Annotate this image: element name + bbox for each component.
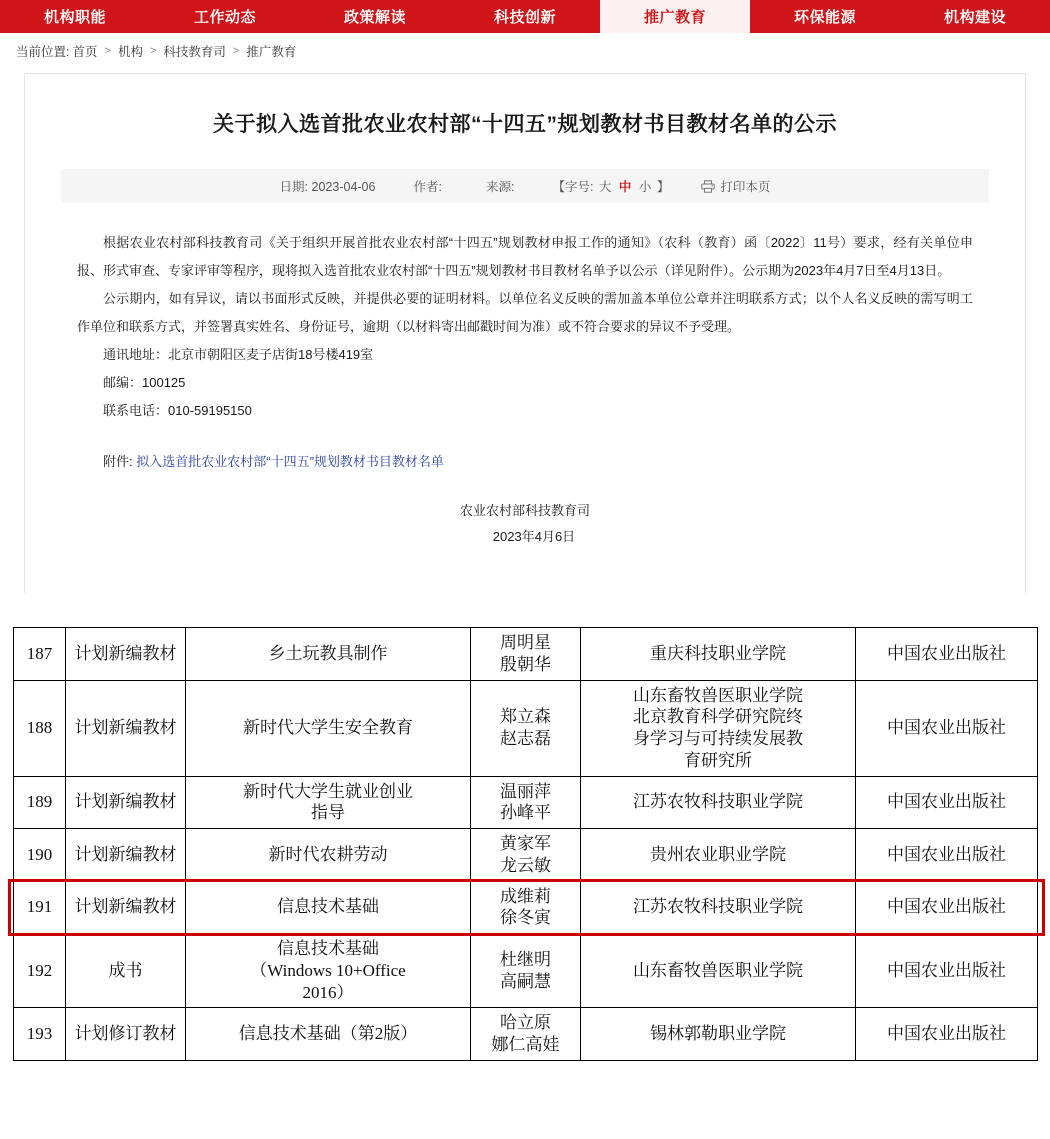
cell-name-line: 信息技术基础（第2版）	[238, 1024, 418, 1044]
signature-organization: 农业农村部科技教育司	[459, 502, 590, 518]
article-paragraph-2: 公示期内，如有异议，请以书面形式反映，并提供必要的证明材料。以单位名义反映的需加盖本单位公章并注明联系方式；以个人名义反映的需写明工作单位和联系方式，并签署真实姓名、身份证号，逾期（以材料寄出邮戳时间为准）或不符合要求的异议不予受理。	[77, 291, 973, 335]
table-row	[14, 776, 1038, 829]
cell-name	[186, 776, 471, 829]
attachment-label: 附件:	[103, 453, 133, 469]
nav-item-label: 机构职能	[43, 9, 106, 26]
cell-authors	[471, 1008, 581, 1061]
cell-no: 187	[14, 628, 66, 681]
cell-publisher: 中国农业出版社	[856, 776, 1038, 829]
contact-postcode: 邮编：100125	[103, 375, 186, 391]
table-row	[14, 680, 1038, 776]
cell-authors	[471, 628, 581, 681]
article-paragraph-1: 根据农业农村部科技教育司《关于组织开展首批农业农村部“十四五”规划教材申报工作的通知》（农科（教育）函〔2022〕11号）要求，经有关单位申报、形式审查、专家评审等程序，现将拟入选首批农业农村部“十四五”规划教材书目教材名单予以公示（详见附件）。公示期为2023年4月7日至4月13日。	[77, 235, 973, 279]
table-row	[14, 1008, 1038, 1061]
cell-author-line: 娜仁高娃	[491, 1035, 560, 1054]
cell-name-line: 指导	[311, 803, 345, 823]
nav-item-0[interactable]	[0, 0, 150, 33]
cell-name	[186, 881, 471, 934]
source-field	[486, 177, 514, 195]
cell-name-line: 乡土玩教具制作	[268, 643, 388, 663]
table-row	[14, 628, 1038, 681]
breadcrumb-separator-icon: >	[149, 45, 157, 57]
cell-authors	[471, 829, 581, 882]
cell-org	[581, 680, 856, 776]
cell-type: 计划新编教材	[66, 776, 186, 829]
cell-type: 计划新编教材	[66, 628, 186, 681]
table-row-highlighted	[14, 881, 1038, 934]
nav-item-label: 政策解读	[343, 9, 406, 26]
contact-phone: 联系电话：010-59195150	[103, 403, 252, 419]
cell-org	[581, 829, 856, 882]
cell-no: 190	[14, 829, 66, 882]
cell-no: 188	[14, 680, 66, 776]
article-card	[24, 73, 1026, 593]
attachment-link[interactable]: 拟入选首批农业农村部“十四五”规划教材书目教材名单	[136, 453, 444, 469]
font-size-suffix: 】	[656, 180, 670, 195]
breadcrumb-separator-icon: >	[232, 45, 240, 57]
breadcrumb-item-home[interactable]: 首页	[72, 45, 98, 59]
cell-org-line: 山东畜牧兽医职业学院	[633, 685, 803, 705]
font-size-medium-button[interactable]: 中	[618, 180, 632, 195]
nav-item-label: 科技创新	[493, 9, 556, 26]
cell-org-line: 山东畜牧兽医职业学院	[633, 960, 803, 980]
cell-type: 计划新编教材	[66, 680, 186, 776]
cell-author-line: 徐冬寅	[500, 908, 551, 928]
source-label: 来源:	[485, 180, 515, 195]
cell-publisher: 中国农业出版社	[856, 680, 1038, 776]
font-size-controls	[552, 177, 669, 195]
cell-publisher: 中国农业出版社	[856, 829, 1038, 882]
cell-authors	[471, 776, 581, 829]
cell-org-line: 北京教育科学研究院终	[633, 707, 803, 727]
cell-org-line: 锡林郭勒职业学院	[650, 1024, 786, 1044]
contact-address: 通讯地址：北京市朝阳区麦子店街18号楼419室	[103, 347, 374, 363]
publish-date	[280, 177, 376, 195]
cell-publisher: 中国农业出版社	[856, 628, 1038, 681]
signature-block	[25, 498, 1025, 550]
cell-org-line: 育研究所	[684, 750, 752, 770]
nav-item-label: 工作动态	[193, 9, 256, 26]
attachment-row	[77, 451, 973, 470]
cell-author-line: 孙峰平	[500, 803, 551, 823]
breadcrumb-label: 当前位置:	[16, 45, 70, 59]
cell-no: 191	[14, 881, 66, 934]
nav-item-label: 环保能源	[793, 9, 856, 26]
cell-name-line: 新时代大学生就业创业	[243, 781, 413, 801]
print-page-button[interactable]	[701, 177, 770, 195]
cell-org-line: 身学习与可持续发展教	[633, 729, 803, 748]
nav-item-3[interactable]	[450, 0, 600, 33]
page-title: 关于拟入选首批农业农村部“十四五”规划教材书目教材名单的公示	[213, 113, 837, 136]
cell-org-line: 江苏农牧科技职业学院	[633, 792, 803, 812]
table-row	[14, 934, 1038, 1008]
nav-item-5[interactable]	[750, 0, 900, 33]
cell-name-line: 信息技术基础	[277, 897, 379, 917]
cell-name-line: 信息技术基础	[277, 939, 379, 958]
cell-org	[581, 628, 856, 681]
cell-org-line: 贵州农业职业学院	[650, 844, 786, 864]
signature-date: 2023年4月6日	[492, 528, 576, 544]
cell-name-line: （Windows 10+Office	[250, 960, 406, 980]
cell-publisher: 中国农业出版社	[856, 1008, 1038, 1061]
cell-publisher: 中国农业出版社	[856, 881, 1038, 934]
cell-authors	[471, 934, 581, 1008]
table-row	[14, 829, 1038, 882]
cell-author-line: 哈立原	[500, 1013, 551, 1033]
nav-item-label: 推广教育	[643, 9, 706, 26]
cell-name	[186, 1008, 471, 1061]
cell-org-line: 江苏农牧科技职业学院	[633, 897, 803, 917]
breadcrumb	[0, 35, 1050, 67]
cell-name-line: 新时代大学生安全教育	[243, 718, 413, 738]
nav-item-2[interactable]	[300, 0, 450, 33]
cell-name	[186, 829, 471, 882]
cell-name	[186, 628, 471, 681]
cell-type: 计划新编教材	[66, 829, 186, 882]
cell-author-line: 黄家军	[500, 834, 551, 853]
cell-name	[186, 680, 471, 776]
font-size-prefix: 【字号:	[552, 180, 594, 195]
cell-no: 189	[14, 776, 66, 829]
main-navigation	[0, 0, 1050, 35]
cell-name-line: 新时代农耕劳动	[268, 844, 388, 864]
nav-item-1[interactable]	[150, 0, 300, 33]
font-size-large-button[interactable]: 大	[598, 180, 612, 195]
print-label: 打印本页	[720, 180, 771, 195]
date-value: 2023-04-06	[311, 180, 376, 195]
cell-name	[186, 934, 471, 1008]
cell-org	[581, 776, 856, 829]
cell-author-line: 杜继明	[500, 949, 551, 969]
cell-author-line: 殷朝华	[500, 654, 551, 674]
cell-type: 计划修订教材	[66, 1008, 186, 1061]
cell-org	[581, 1008, 856, 1061]
author-field	[413, 177, 441, 195]
cell-org	[581, 881, 856, 934]
cell-author-line: 赵志磊	[500, 729, 551, 748]
cell-no: 192	[14, 934, 66, 1008]
breadcrumb-item-current[interactable]: 推广教育	[246, 45, 297, 59]
cell-authors	[471, 680, 581, 776]
booklist-table-wrapper	[0, 627, 1050, 1061]
cell-name-line: 2016）	[302, 982, 354, 1002]
cell-type: 计划新编教材	[66, 881, 186, 934]
cell-no: 193	[14, 1008, 66, 1061]
breadcrumb-item-department[interactable]: 科技教育司	[163, 45, 226, 59]
cell-author-line: 温丽萍	[500, 781, 551, 801]
cell-org	[581, 934, 856, 1008]
breadcrumb-item-institution[interactable]: 机构	[117, 45, 143, 59]
font-size-small-button[interactable]: 小	[638, 180, 652, 195]
booklist-table-body	[14, 628, 1038, 1061]
cell-author-line: 周明星	[500, 633, 551, 652]
nav-item-6[interactable]	[900, 0, 1050, 33]
nav-item-label: 机构建设	[943, 9, 1006, 26]
cell-publisher: 中国农业出版社	[856, 934, 1038, 1008]
cell-authors	[471, 881, 581, 934]
cell-org-line: 重庆科技职业学院	[650, 643, 786, 663]
booklist-table	[13, 627, 1038, 1061]
cell-author-line: 郑立森	[500, 707, 551, 727]
date-label: 日期:	[279, 180, 309, 195]
author-label: 作者:	[413, 180, 442, 195]
cell-author-line: 龙云敏	[500, 855, 551, 875]
cell-author-line: 成维莉	[500, 886, 551, 906]
breadcrumb-separator-icon: >	[104, 45, 111, 57]
nav-item-4-active[interactable]	[600, 0, 750, 33]
cell-type: 成书	[66, 934, 186, 1008]
cell-author-line: 高嗣慧	[500, 971, 551, 991]
article-body	[77, 229, 973, 425]
article-meta-bar	[61, 169, 989, 203]
printer-icon	[701, 180, 715, 193]
